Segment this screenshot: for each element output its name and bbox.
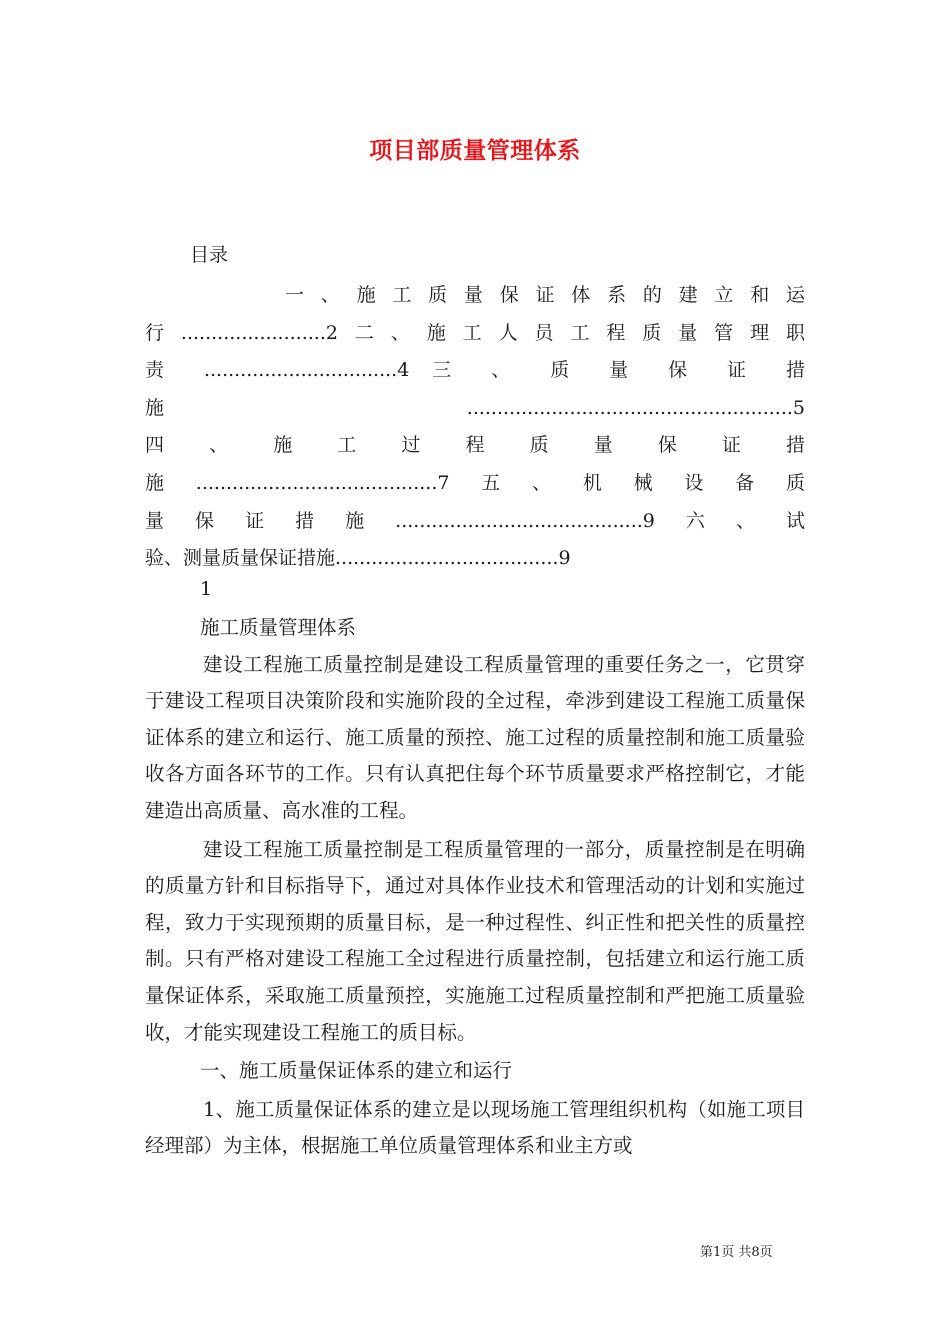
page-footer: 第1页 共8页 [700, 1245, 773, 1260]
table-of-contents [145, 277, 805, 578]
toc-line: 一 、 施 工 质 量 保 证 体 系 的 建 立 和 运 [285, 284, 805, 306]
toc-page-marker: 1 [200, 578, 213, 600]
toc-heading: 目录 [190, 244, 229, 266]
toc-line: 施 ......................................................5 [145, 396, 805, 419]
toc-line: 量保证措施.........................................9六、试 [145, 509, 805, 532]
toc-line: 责 ................................4 三 、 质 量 保 证 措 [145, 359, 805, 382]
toc-line: 验、测量质量保证措施.....................................9 [145, 547, 571, 570]
paragraph: 建设工程施工质量控制是工程质量管理的一部分，质量控制是在明确的质量方针和目标指导下，通过对具体作业技术和管理活动的计划和实施过程，致力于实现预期的质量目标，是一种过程性、纠正性和把关性的质量控制。只有严格对建设工程施工全过程进行质量控制，包括建立和运行施工质量保证体系，采取施工质量预控，实施施工过程质量控制和严把施工质量验收，才能实现建设工程施工的质目标。 [145, 837, 805, 1044]
paragraph: 建设工程施工质量控制是建设工程质量管理的重要任务之一，它贯穿于建设工程项目决策阶段和实施阶段的全过程，牵涉到建设工程施工质量保证体系的建立和运行、施工质量的预控、施工过程的质量控制和施工质量验收各方面各环节的工作。只有认真把住每个环节质量要求严格控制它，才能建造出高质量、高水准的工程。 [145, 652, 805, 822]
section-title: 施工质量管理体系 [200, 616, 357, 639]
document-body [145, 610, 805, 1165]
toc-line: 施........................................7五、机械设备质 [145, 471, 805, 494]
section-heading: 一、施工质量保证体系的建立和运行 [200, 1059, 513, 1083]
paragraph: 1、施工质量保证体系的建立是以现场施工管理组织机构（如施工项目经理部）为主体，根据施工单位质量管理体系和业主方或 [145, 1097, 805, 1158]
toc-line: 行........................2二、施工人员工程质量管理职 [145, 321, 805, 344]
page-title: 项目部质量管理体系 [369, 137, 581, 164]
toc-line: 四 、 施 工 过 程 质 量 保 证 措 [145, 434, 805, 457]
